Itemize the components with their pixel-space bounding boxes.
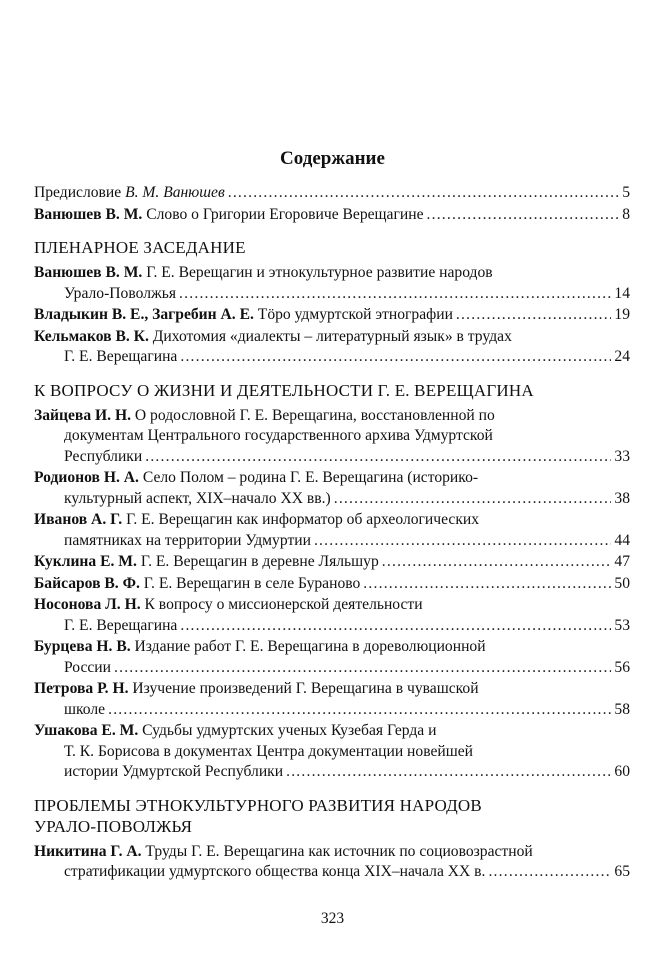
page-title: Содержание <box>280 148 385 169</box>
entry-author: Петрова Р. Н. <box>34 680 129 697</box>
section-heading-line: ПЛЕНАРНОЕ ЗАСЕДАНИЕ <box>34 238 246 257</box>
entry-title-text: документам Центрального государственного архива Удмуртской <box>64 427 493 444</box>
toc-entry[interactable] <box>34 552 630 573</box>
entry-title-text: Тӧро удмуртской этнографии <box>253 306 453 323</box>
entry-title-end <box>64 447 142 468</box>
dot-leader <box>180 616 611 637</box>
entry-title-text: России <box>64 658 112 676</box>
toc-entry[interactable] <box>34 637 630 678</box>
entry-author: Ванюшев В. М. <box>34 205 143 223</box>
entry-italic-author: В. М. Ванюшев <box>125 184 225 201</box>
entry-last-line <box>34 489 630 510</box>
entry-lead-text: Предисловие <box>34 184 126 201</box>
entry-author: Родионов Н. А. <box>34 469 139 486</box>
entry-author: Куклина Е. М. <box>34 553 137 570</box>
entry-author: Ванюшев В. М. <box>34 264 143 281</box>
entry-author: Иванов А. Г. <box>34 511 123 528</box>
entry-page-number: 5 <box>622 184 630 201</box>
entry-title-text: Урало-Поволжья <box>64 284 177 302</box>
dot-leader <box>382 552 612 573</box>
entry-title-line <box>34 842 630 863</box>
toc-entry[interactable] <box>34 574 630 595</box>
entry-title-end <box>64 862 485 883</box>
entry-page-number: 19 <box>614 306 630 323</box>
toc-entry[interactable] <box>34 679 630 720</box>
entry-title-text: Г. Е. Верещагин в селе Бураново <box>139 574 361 592</box>
entry-page-number: 38 <box>614 489 630 507</box>
dot-leader <box>363 574 611 595</box>
entry-last-line <box>34 574 630 595</box>
dot-leader <box>286 762 611 783</box>
entry-title-end <box>64 531 311 552</box>
toc-entry[interactable] <box>34 305 630 326</box>
entry-author: Зайцева И. Н. <box>34 406 131 424</box>
entry-last-line <box>34 183 630 204</box>
dot-leader <box>334 489 612 510</box>
entry-last-line <box>34 305 630 326</box>
entry-title-text: Республики <box>64 447 143 465</box>
entry-title-text: Судьбы удмуртских ученых Кузебая Герда и <box>138 722 437 739</box>
entry-page-number: 53 <box>614 616 630 634</box>
dot-leader <box>180 347 611 368</box>
entry-author: Ушакова Е. М. <box>34 722 139 739</box>
entry-title-text: Г. Е. Верещагин в деревне Ляльшур <box>136 553 379 570</box>
section-heading-line: УРАЛО-ПОВОЛЖЬЯ <box>34 816 193 836</box>
entry-title-text: Слово о Григории Егоровиче Верещагине <box>142 205 424 223</box>
entry-last-line <box>34 284 630 305</box>
entry-title-end <box>34 305 453 326</box>
page-number: 323 <box>320 910 345 927</box>
section-heading <box>34 237 630 258</box>
entry-title-text: Г. Е. Верещагина <box>64 348 178 365</box>
dot-leader <box>488 862 611 883</box>
entry-title-line <box>34 263 630 284</box>
entry-author: Байсаров В. Ф. <box>34 574 140 592</box>
entry-last-line <box>34 205 630 226</box>
entry-title-end <box>64 700 105 721</box>
entry-title-text: Село Полом – родина Г. Е. Верещагина (историко- <box>138 469 479 486</box>
toc-entry[interactable] <box>34 510 630 551</box>
dot-leader <box>179 284 611 305</box>
entry-title-end <box>34 183 225 204</box>
dot-leader <box>314 531 611 552</box>
entry-title-line <box>34 721 630 742</box>
entry-last-line <box>34 862 630 883</box>
section-heading <box>34 380 630 401</box>
entry-title-text: Г. Е. Верещагин как информатор об археологических <box>122 511 480 528</box>
entry-page-number: 44 <box>614 531 630 549</box>
entry-last-line <box>34 552 630 573</box>
dot-leader <box>114 658 611 679</box>
entry-page-number: 58 <box>614 700 630 718</box>
entry-last-line <box>34 447 630 468</box>
entry-title-end <box>34 205 424 226</box>
entry-last-line <box>34 616 630 637</box>
entry-last-line <box>34 531 630 552</box>
toc-entry[interactable] <box>34 721 630 783</box>
dot-leader <box>427 205 620 226</box>
entry-title-text: культурный аспект, XIX–начало XX вв.) <box>64 489 331 507</box>
toc-entry[interactable] <box>34 183 630 204</box>
entry-page-number: 33 <box>614 447 630 465</box>
entry-author: Кельмаков В. К. <box>34 327 149 345</box>
entry-title-line <box>34 510 630 531</box>
entry-title-line <box>34 679 630 700</box>
entry-author: Носонова Л. Н. <box>34 596 141 613</box>
entry-title-text: Г. Е. Верещагин и этнокультурное развитие народов <box>142 264 493 281</box>
entry-title-text: школе <box>64 700 106 718</box>
toc-entry[interactable] <box>34 327 630 368</box>
entry-author: Никитина Г. А. <box>34 842 142 860</box>
entry-title-text: К вопросу о миссионерской деятельности <box>140 596 423 613</box>
entry-title-line <box>34 327 630 348</box>
table-of-contents <box>34 183 630 884</box>
entry-author: Владыкин В. Е., Загребин А. Е. <box>34 306 254 323</box>
entry-page-number: 65 <box>614 863 630 880</box>
toc-entry[interactable] <box>34 468 630 509</box>
entry-page-number: 8 <box>622 205 630 223</box>
entry-title-text: Изучение произведений Г. Верещагина в чувашской <box>128 680 479 697</box>
toc-entry[interactable] <box>34 406 630 468</box>
entry-title-end <box>34 574 360 595</box>
section-heading-line: К ВОПРОСУ О ЖИЗНИ И ДЕЯТЕЛЬНОСТИ Г. Е. ВЕРЕЩАГИНА <box>34 380 534 400</box>
entry-title-line <box>34 742 630 763</box>
entry-title-text: Г. Е. Верещагина <box>64 616 178 634</box>
entry-title-end <box>64 658 111 679</box>
entry-title-text: памятниках на территории Удмуртии <box>64 531 311 549</box>
entry-title-line <box>34 406 630 427</box>
entry-page-number: 14 <box>614 284 630 302</box>
toc-entry[interactable] <box>34 842 630 883</box>
entry-page-number: 47 <box>614 553 630 570</box>
entry-title-text: Труды Г. Е. Верещагина как источник по социовозрастной <box>141 842 533 860</box>
toc-entry[interactable] <box>34 263 630 304</box>
section-heading-line: ПРОБЛЕМЫ ЭТНОКУЛЬТУРНОГО РАЗВИТИЯ НАРОДОВ <box>34 795 482 815</box>
dot-leader <box>145 447 611 468</box>
entry-title-line <box>34 426 630 447</box>
section-heading <box>34 795 630 837</box>
entry-title-text: Издание работ Г. Е. Верещагина в дореволюционной <box>130 638 486 655</box>
entry-title-text: О родословной Г. Е. Верещагина, восстановленной по <box>131 406 495 424</box>
entry-title-end <box>64 284 176 305</box>
entry-page-number: 56 <box>614 658 630 676</box>
entry-title-text: истории Удмуртской Республики <box>64 763 284 780</box>
entry-title-text: стратификации удмуртского общества конца XIX–начала XX в. <box>64 863 486 880</box>
entry-last-line <box>34 700 630 721</box>
entry-last-line <box>34 347 630 368</box>
entry-last-line <box>34 658 630 679</box>
toc-entry[interactable] <box>34 205 630 226</box>
entry-title-end <box>64 616 177 637</box>
toc-entry[interactable] <box>34 595 630 636</box>
entry-title-text: Т. К. Борисова в документах Центра документации новейшей <box>64 742 474 760</box>
entry-last-line <box>34 762 630 783</box>
dot-leader <box>228 183 619 204</box>
entry-title-end <box>34 552 379 573</box>
entry-author: Бурцева Н. В. <box>34 638 131 655</box>
entry-title-line <box>34 595 630 616</box>
dot-leader <box>456 305 611 326</box>
entry-page-number: 60 <box>614 763 630 780</box>
entry-title-line <box>34 637 630 658</box>
entry-page-number: 50 <box>614 574 630 592</box>
entry-title-end <box>64 347 177 368</box>
entry-title-end <box>64 489 331 510</box>
dot-leader <box>108 700 611 721</box>
entry-title-line <box>34 468 630 489</box>
entry-title-end <box>64 762 283 783</box>
entry-page-number: 24 <box>614 348 630 365</box>
entry-title-text: Дихотомия «диалекты – литературный язык» в трудах <box>148 327 512 345</box>
